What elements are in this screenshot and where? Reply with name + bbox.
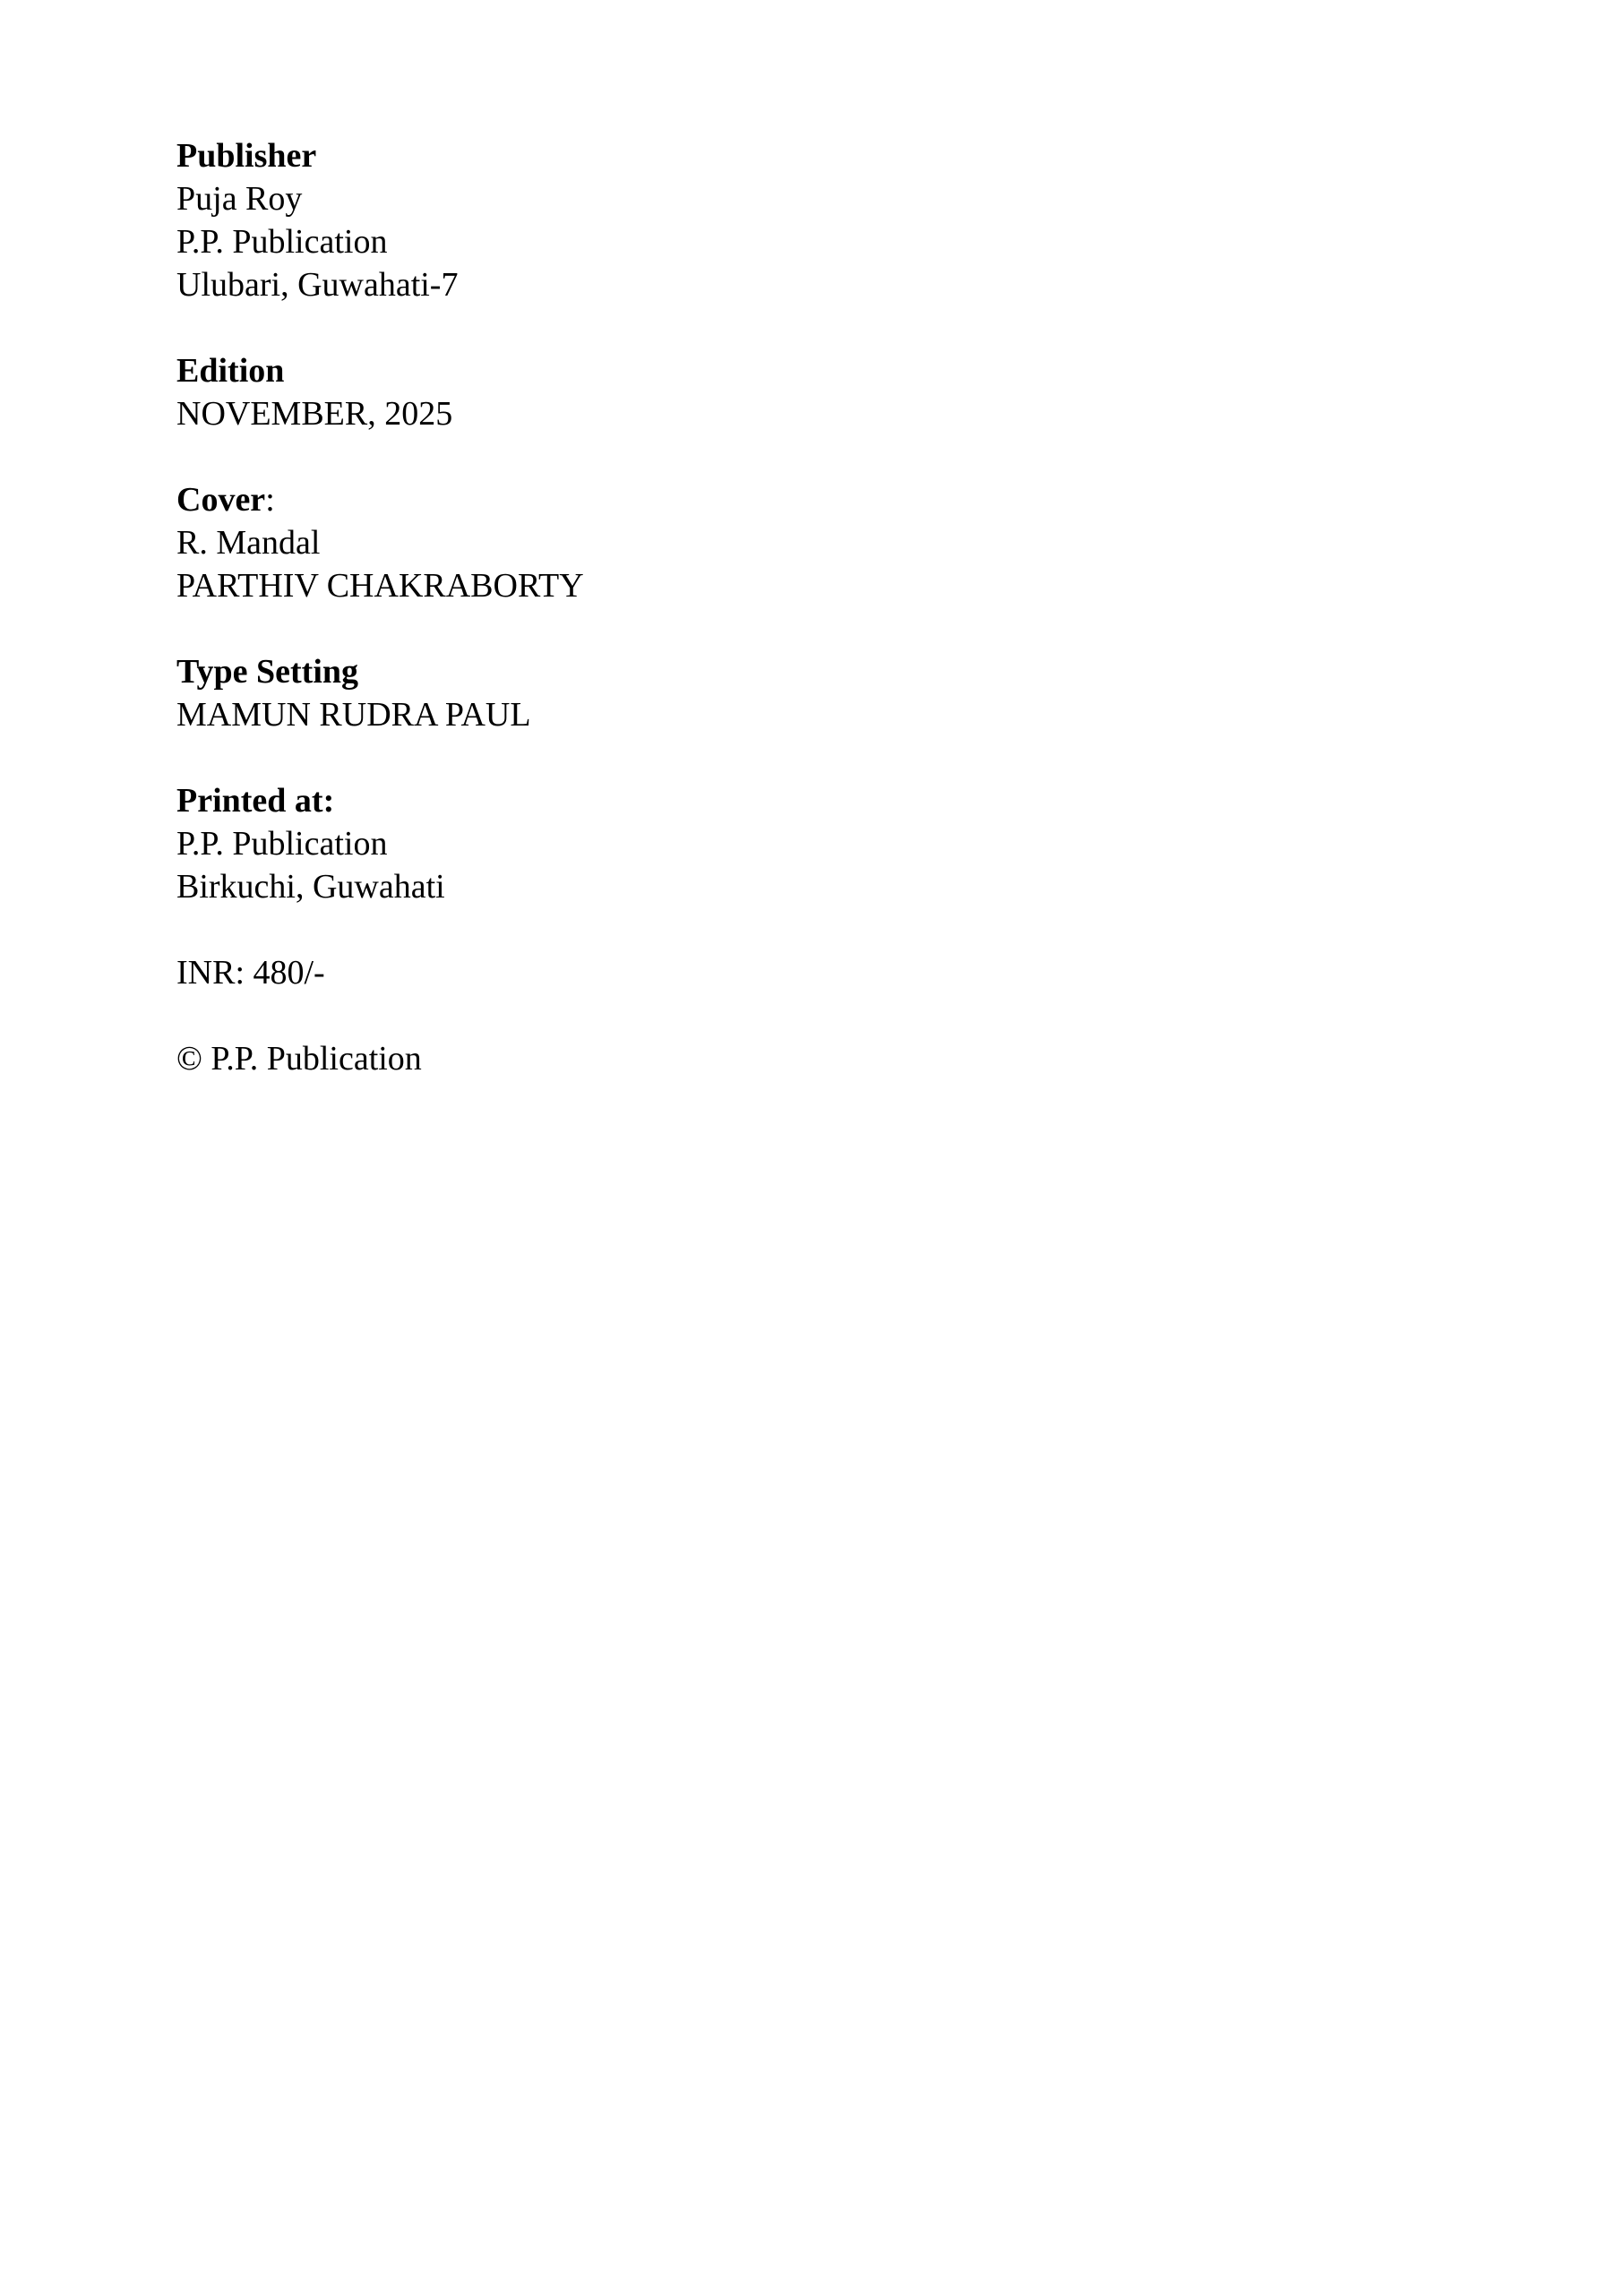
section-heading: [176, 650, 1534, 693]
price-line: INR: 480/-: [176, 954, 325, 992]
section-heading-rest: :: [265, 481, 275, 519]
section-heading-bold: Printed at:: [176, 782, 335, 820]
section-heading-bold: Cover: [176, 481, 266, 519]
type-setting-section: [176, 650, 1534, 736]
edition-section: [176, 349, 1534, 435]
printed-at-section: [176, 779, 1534, 908]
section-line: Puja Roy: [176, 180, 303, 218]
section-heading-bold: Edition: [176, 352, 285, 390]
cover-section: [176, 478, 1534, 607]
copyright-line: © P.P. Publication: [176, 1040, 422, 1078]
section-heading: [176, 779, 1534, 822]
section-heading-bold: Type Setting: [176, 653, 359, 691]
section-line: PARTHIV CHAKRABORTY: [176, 567, 584, 605]
section-heading: [176, 134, 1534, 177]
section-heading: [176, 349, 1534, 392]
section-line: Ulubari, Guwahati-7: [176, 266, 459, 304]
section-heading: [176, 478, 1534, 521]
section-line: P.P. Publication: [176, 825, 388, 863]
section-line: Birkuchi, Guwahati: [176, 868, 445, 906]
section-line: MAMUN RUDRA PAUL: [176, 696, 531, 734]
section-line: NOVEMBER, 2025: [176, 395, 453, 433]
publisher-section: [176, 134, 1534, 306]
section-heading-bold: Publisher: [176, 137, 317, 175]
section-line: R. Mandal: [176, 524, 321, 562]
section-line: P.P. Publication: [176, 223, 388, 261]
